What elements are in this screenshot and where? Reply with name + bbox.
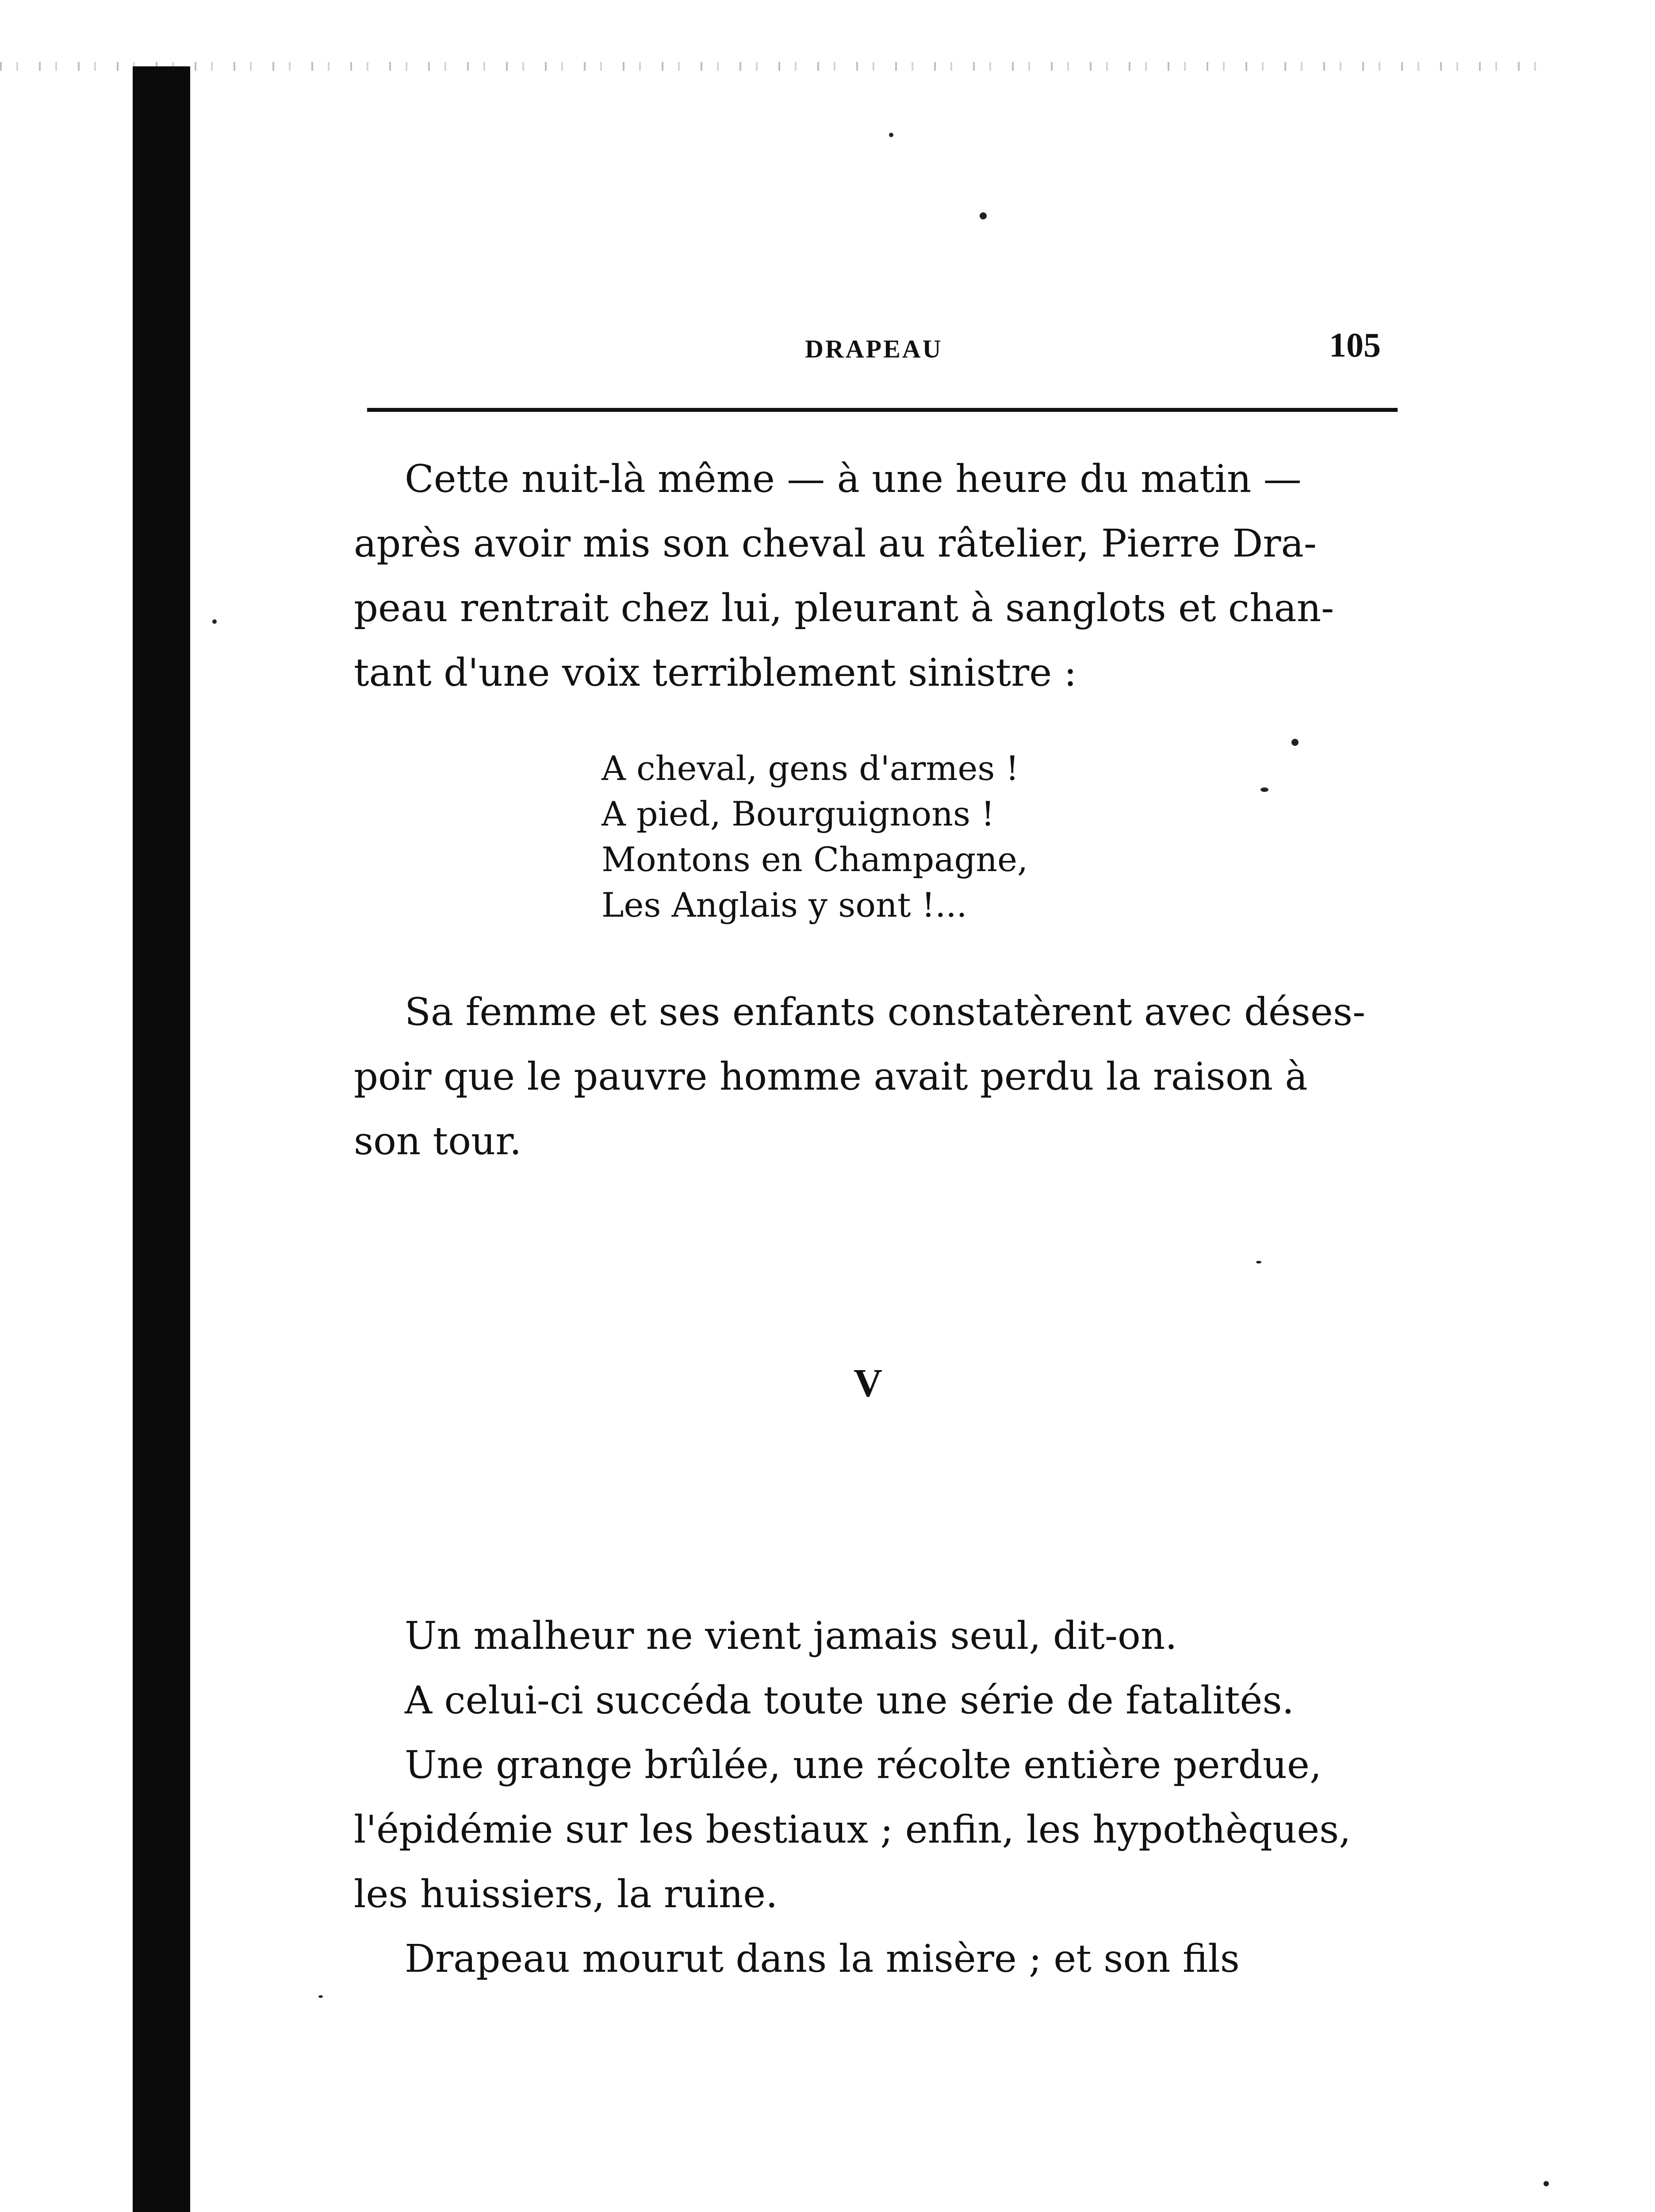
scan-speck (212, 619, 217, 624)
verse-line: A pied, Bourguignons ! (601, 794, 995, 833)
scan-noise-top (0, 62, 1539, 71)
paragraph-6 (354, 1927, 1398, 1991)
page-number: 105 (1329, 326, 1381, 364)
paragraph-2-line-1: Sa femme et ses enfants constatèrent avec déses- (405, 990, 1366, 1034)
running-title: DRAPEAU (805, 334, 943, 363)
paragraph-2-line-2: poir que le pauvre homme avait perdu la raison à (354, 1055, 1308, 1099)
paragraph-5-line-1: Une grange brûlée, une récolte entière perdue, (405, 1743, 1322, 1787)
scan-speck (1291, 739, 1299, 746)
paragraph-4 (354, 1668, 1398, 1733)
header-rule (367, 408, 1398, 412)
paragraph-4-line-1: A celui-ci succéda toute une série de fatalités. (405, 1678, 1294, 1723)
section-heading: V (854, 1361, 882, 1405)
paragraph-5-line-3: les huissiers, la ruine. (354, 1872, 778, 1916)
scan-speck (1256, 1261, 1261, 1263)
paragraph-2-line-3: son tour. (354, 1119, 522, 1164)
paragraph-1-line-2: après avoir mis son cheval au râtelier, Pierre Dra- (354, 522, 1317, 566)
scan-speck (889, 133, 893, 137)
paragraph-1-line-3: peau rentrait chez lui, pleurant à sanglots et chan- (354, 586, 1334, 630)
scan-speck (1544, 2181, 1549, 2186)
verse-line: Montons en Champagne, (601, 840, 1028, 879)
scan-speck (318, 1995, 323, 1998)
paragraph-1 (354, 447, 1398, 705)
paragraph-1-line-4: tant d'une voix terriblement sinistre : (354, 651, 1077, 695)
paragraph-3 (354, 1604, 1398, 1668)
scan-speck (980, 212, 987, 219)
verse-stanza (601, 745, 1028, 928)
paragraph-1-line-1: Cette nuit-là même — à une heure du matin — (405, 457, 1302, 501)
verse-line: Les Anglais y sont !... (601, 885, 967, 925)
paragraph-6-line-1: Drapeau mourut dans la misère ; et son fils (405, 1937, 1240, 1981)
scan-speck (1260, 787, 1268, 792)
paragraph-5 (354, 1733, 1398, 1927)
paragraph-5-line-2: l'épidémie sur les bestiaux ; enfin, les hypothèques, (354, 1808, 1351, 1852)
binding-shadow (133, 66, 190, 2212)
paragraph-2 (354, 980, 1398, 1174)
verse-line: A cheval, gens d'armes ! (601, 749, 1019, 788)
paragraph-3-line-1: Un malheur ne vient jamais seul, dit-on. (405, 1614, 1177, 1658)
